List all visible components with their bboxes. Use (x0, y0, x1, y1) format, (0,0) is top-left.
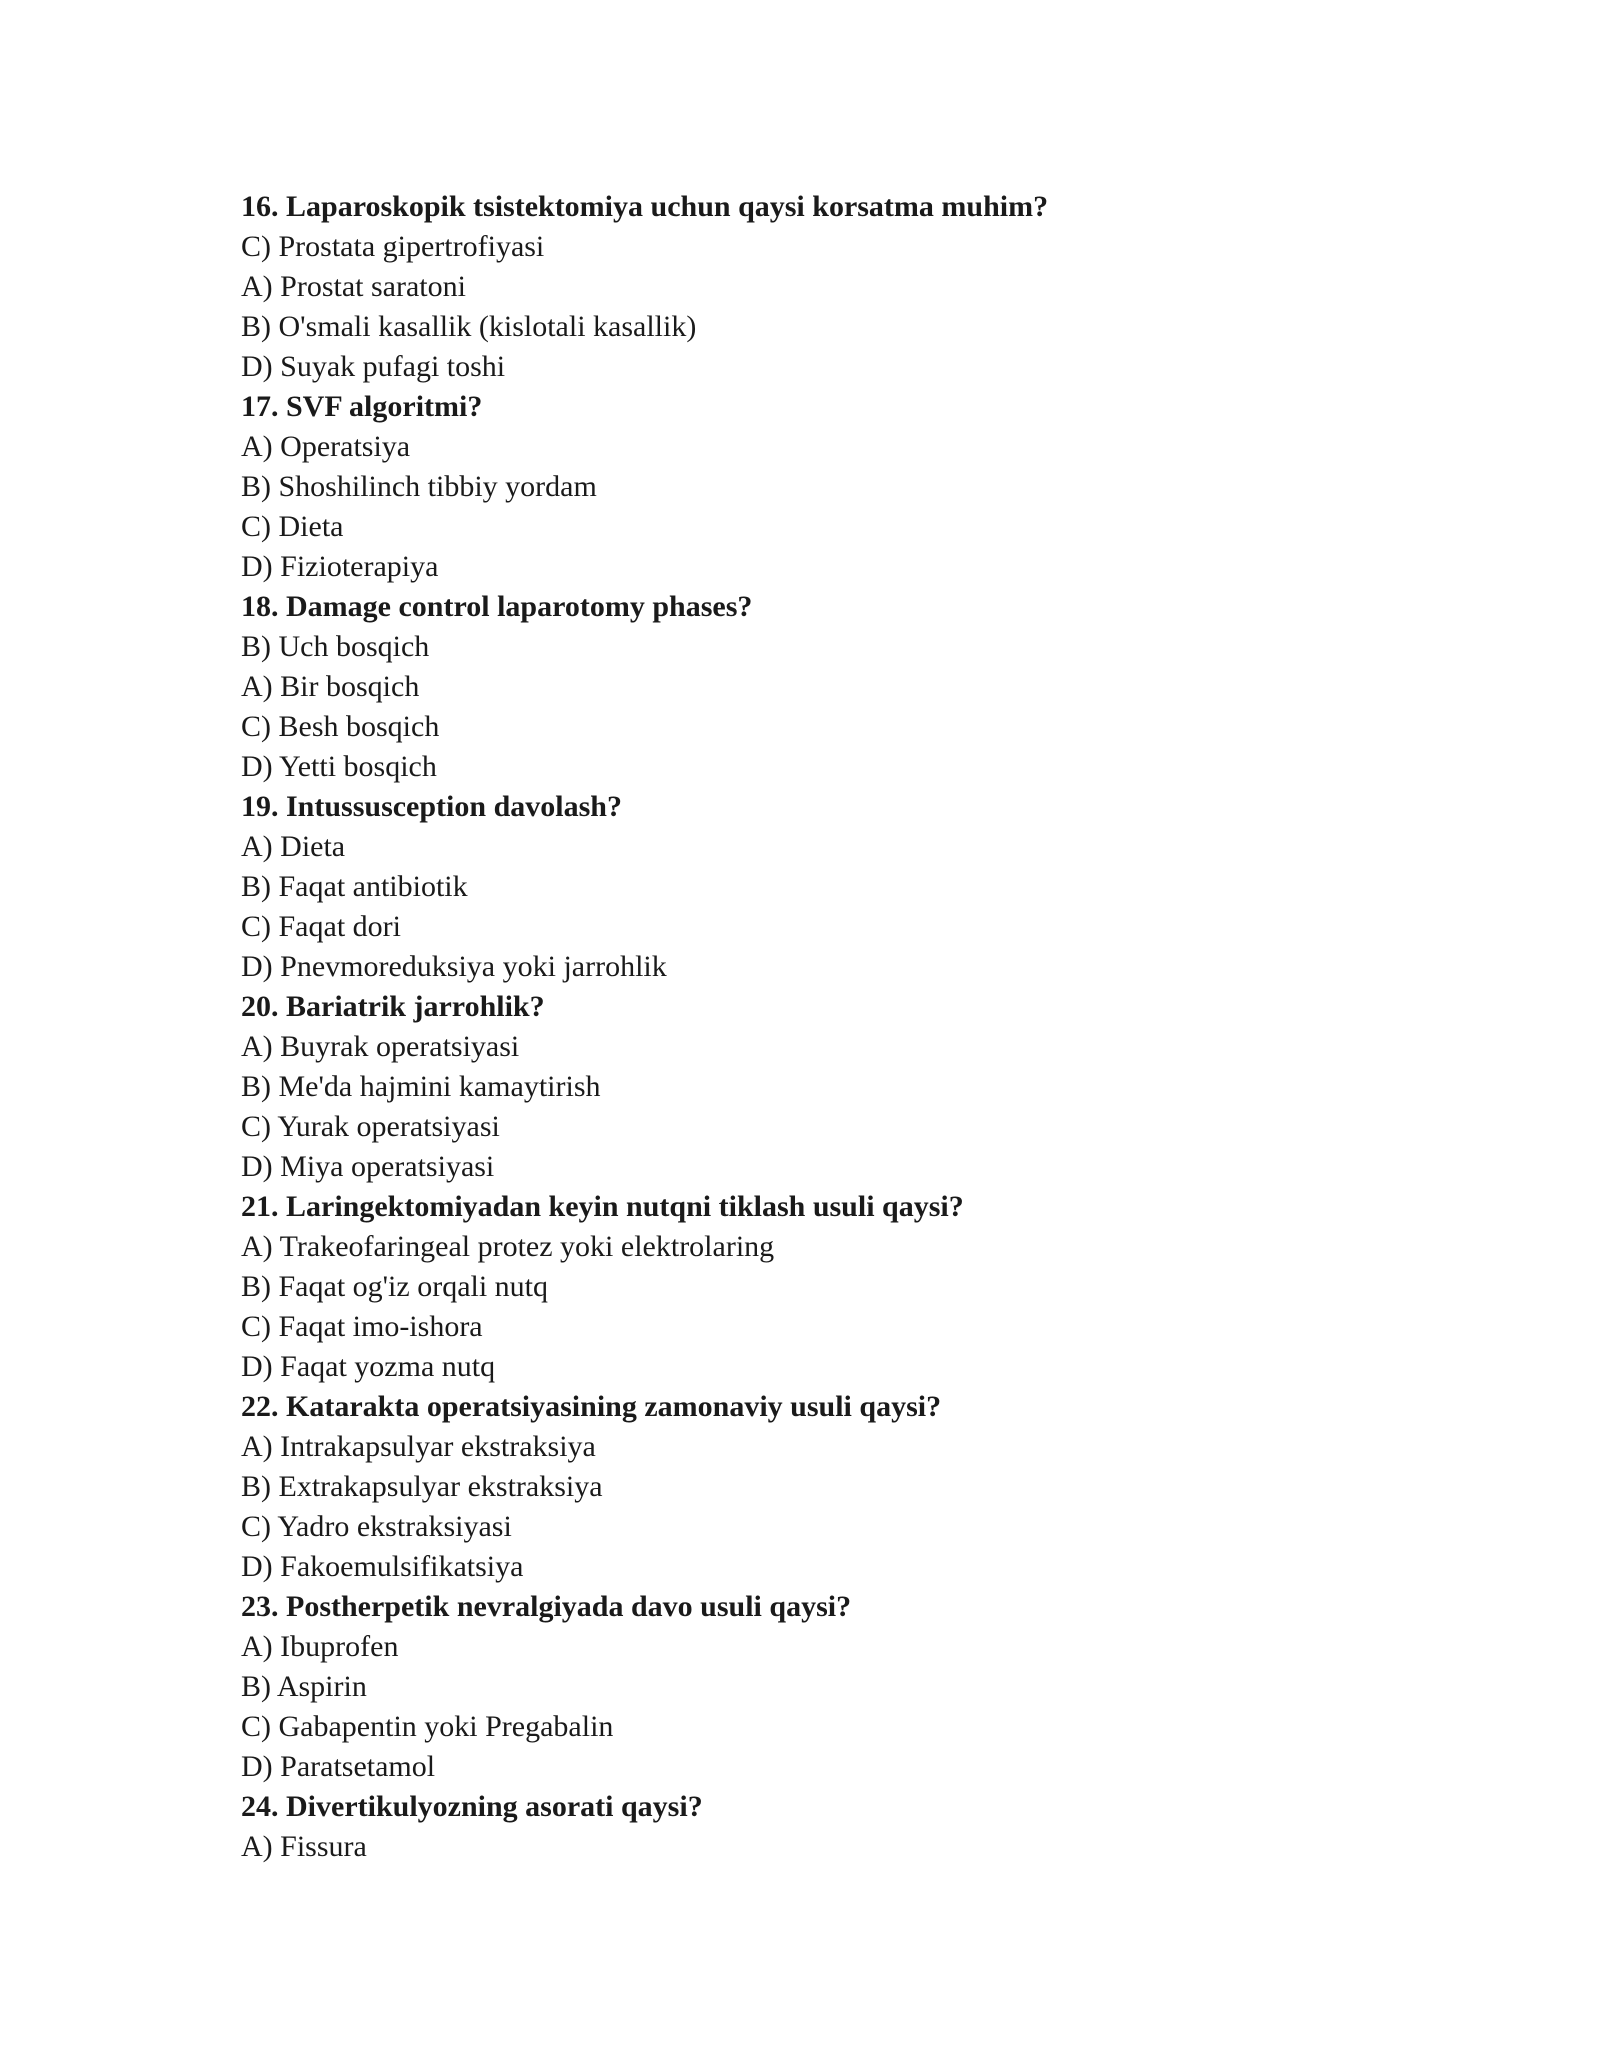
question-title: 19. Intussusception davolash? (241, 790, 622, 823)
question-block (241, 987, 1441, 1187)
question-list (241, 187, 1441, 1867)
answer-option: C) Faqat imo-ishora (241, 1310, 483, 1343)
question-block (241, 187, 1441, 387)
answer-option: A) Prostat saratoni (241, 270, 466, 303)
answer-option: D) Fizioterapiya (241, 550, 439, 583)
answer-option: C) Besh bosqich (241, 710, 440, 743)
question-block (241, 787, 1441, 987)
answer-option: D) Fakoemulsifikatsiya (241, 1550, 524, 1583)
answer-option: C) Yadro ekstraksiyasi (241, 1510, 512, 1543)
answer-option: D) Suyak pufagi toshi (241, 350, 506, 383)
answer-option: D) Miya operatsiyasi (241, 1150, 495, 1183)
question-block (241, 587, 1441, 787)
answer-option: A) Trakeofaringeal protez yoki elektrolaring (241, 1230, 775, 1263)
question-title: 17. SVF algoritmi? (241, 390, 483, 423)
answer-option: A) Intrakapsulyar ekstraksiya (241, 1430, 596, 1463)
answer-option: C) Gabapentin yoki Pregabalin (241, 1710, 614, 1743)
answer-option: D) Paratsetamol (241, 1750, 436, 1783)
answer-option: B) Extrakapsulyar ekstraksiya (241, 1470, 603, 1503)
answer-option: A) Operatsiya (241, 430, 411, 463)
question-title: 18. Damage control laparotomy phases? (241, 590, 753, 623)
question-title: 24. Divertikulyozning asorati qaysi? (241, 1790, 703, 1823)
question-block (241, 1587, 1441, 1787)
question-block (241, 1187, 1441, 1387)
question-title: 16. Laparoskopik tsistektomiya uchun qaysi korsatma muhim? (241, 190, 1049, 223)
answer-option: B) Faqat antibiotik (241, 870, 468, 903)
answer-option: B) O'smali kasallik (kislotali kasallik) (241, 310, 697, 343)
answer-option: B) Me'da hajmini kamaytirish (241, 1070, 601, 1103)
answer-option: A) Ibuprofen (241, 1630, 399, 1663)
answer-option: D) Yetti bosqich (241, 750, 437, 783)
question-block (241, 1387, 1441, 1587)
answer-option: C) Prostata gipertrofiyasi (241, 230, 545, 263)
answer-option: B) Faqat og'iz orqali nutq (241, 1270, 549, 1303)
question-block (241, 387, 1441, 587)
answer-option: D) Faqat yozma nutq (241, 1350, 496, 1383)
answer-option: A) Dieta (241, 830, 346, 863)
question-title: 21. Laringektomiyadan keyin nutqni tiklash usuli qaysi? (241, 1190, 964, 1223)
question-block (241, 1787, 1441, 1867)
answer-option: B) Shoshilinch tibbiy yordam (241, 470, 597, 503)
answer-option: C) Yurak operatsiyasi (241, 1110, 500, 1143)
answer-option: D) Pnevmoreduksiya yoki jarrohlik (241, 950, 667, 983)
answer-option: A) Fissura (241, 1830, 367, 1863)
answer-option: C) Faqat dori (241, 910, 401, 943)
answer-option: A) Bir bosqich (241, 670, 420, 703)
question-title: 23. Postherpetik nevralgiyada davo usuli qaysi? (241, 1590, 852, 1623)
answer-option: C) Dieta (241, 510, 344, 543)
answer-option: A) Buyrak operatsiyasi (241, 1030, 520, 1063)
answer-option: B) Uch bosqich (241, 630, 430, 663)
question-title: 20. Bariatrik jarrohlik? (241, 990, 545, 1023)
question-title: 22. Katarakta operatsiyasining zamonaviy usuli qaysi? (241, 1390, 942, 1423)
answer-option: B) Aspirin (241, 1670, 367, 1703)
